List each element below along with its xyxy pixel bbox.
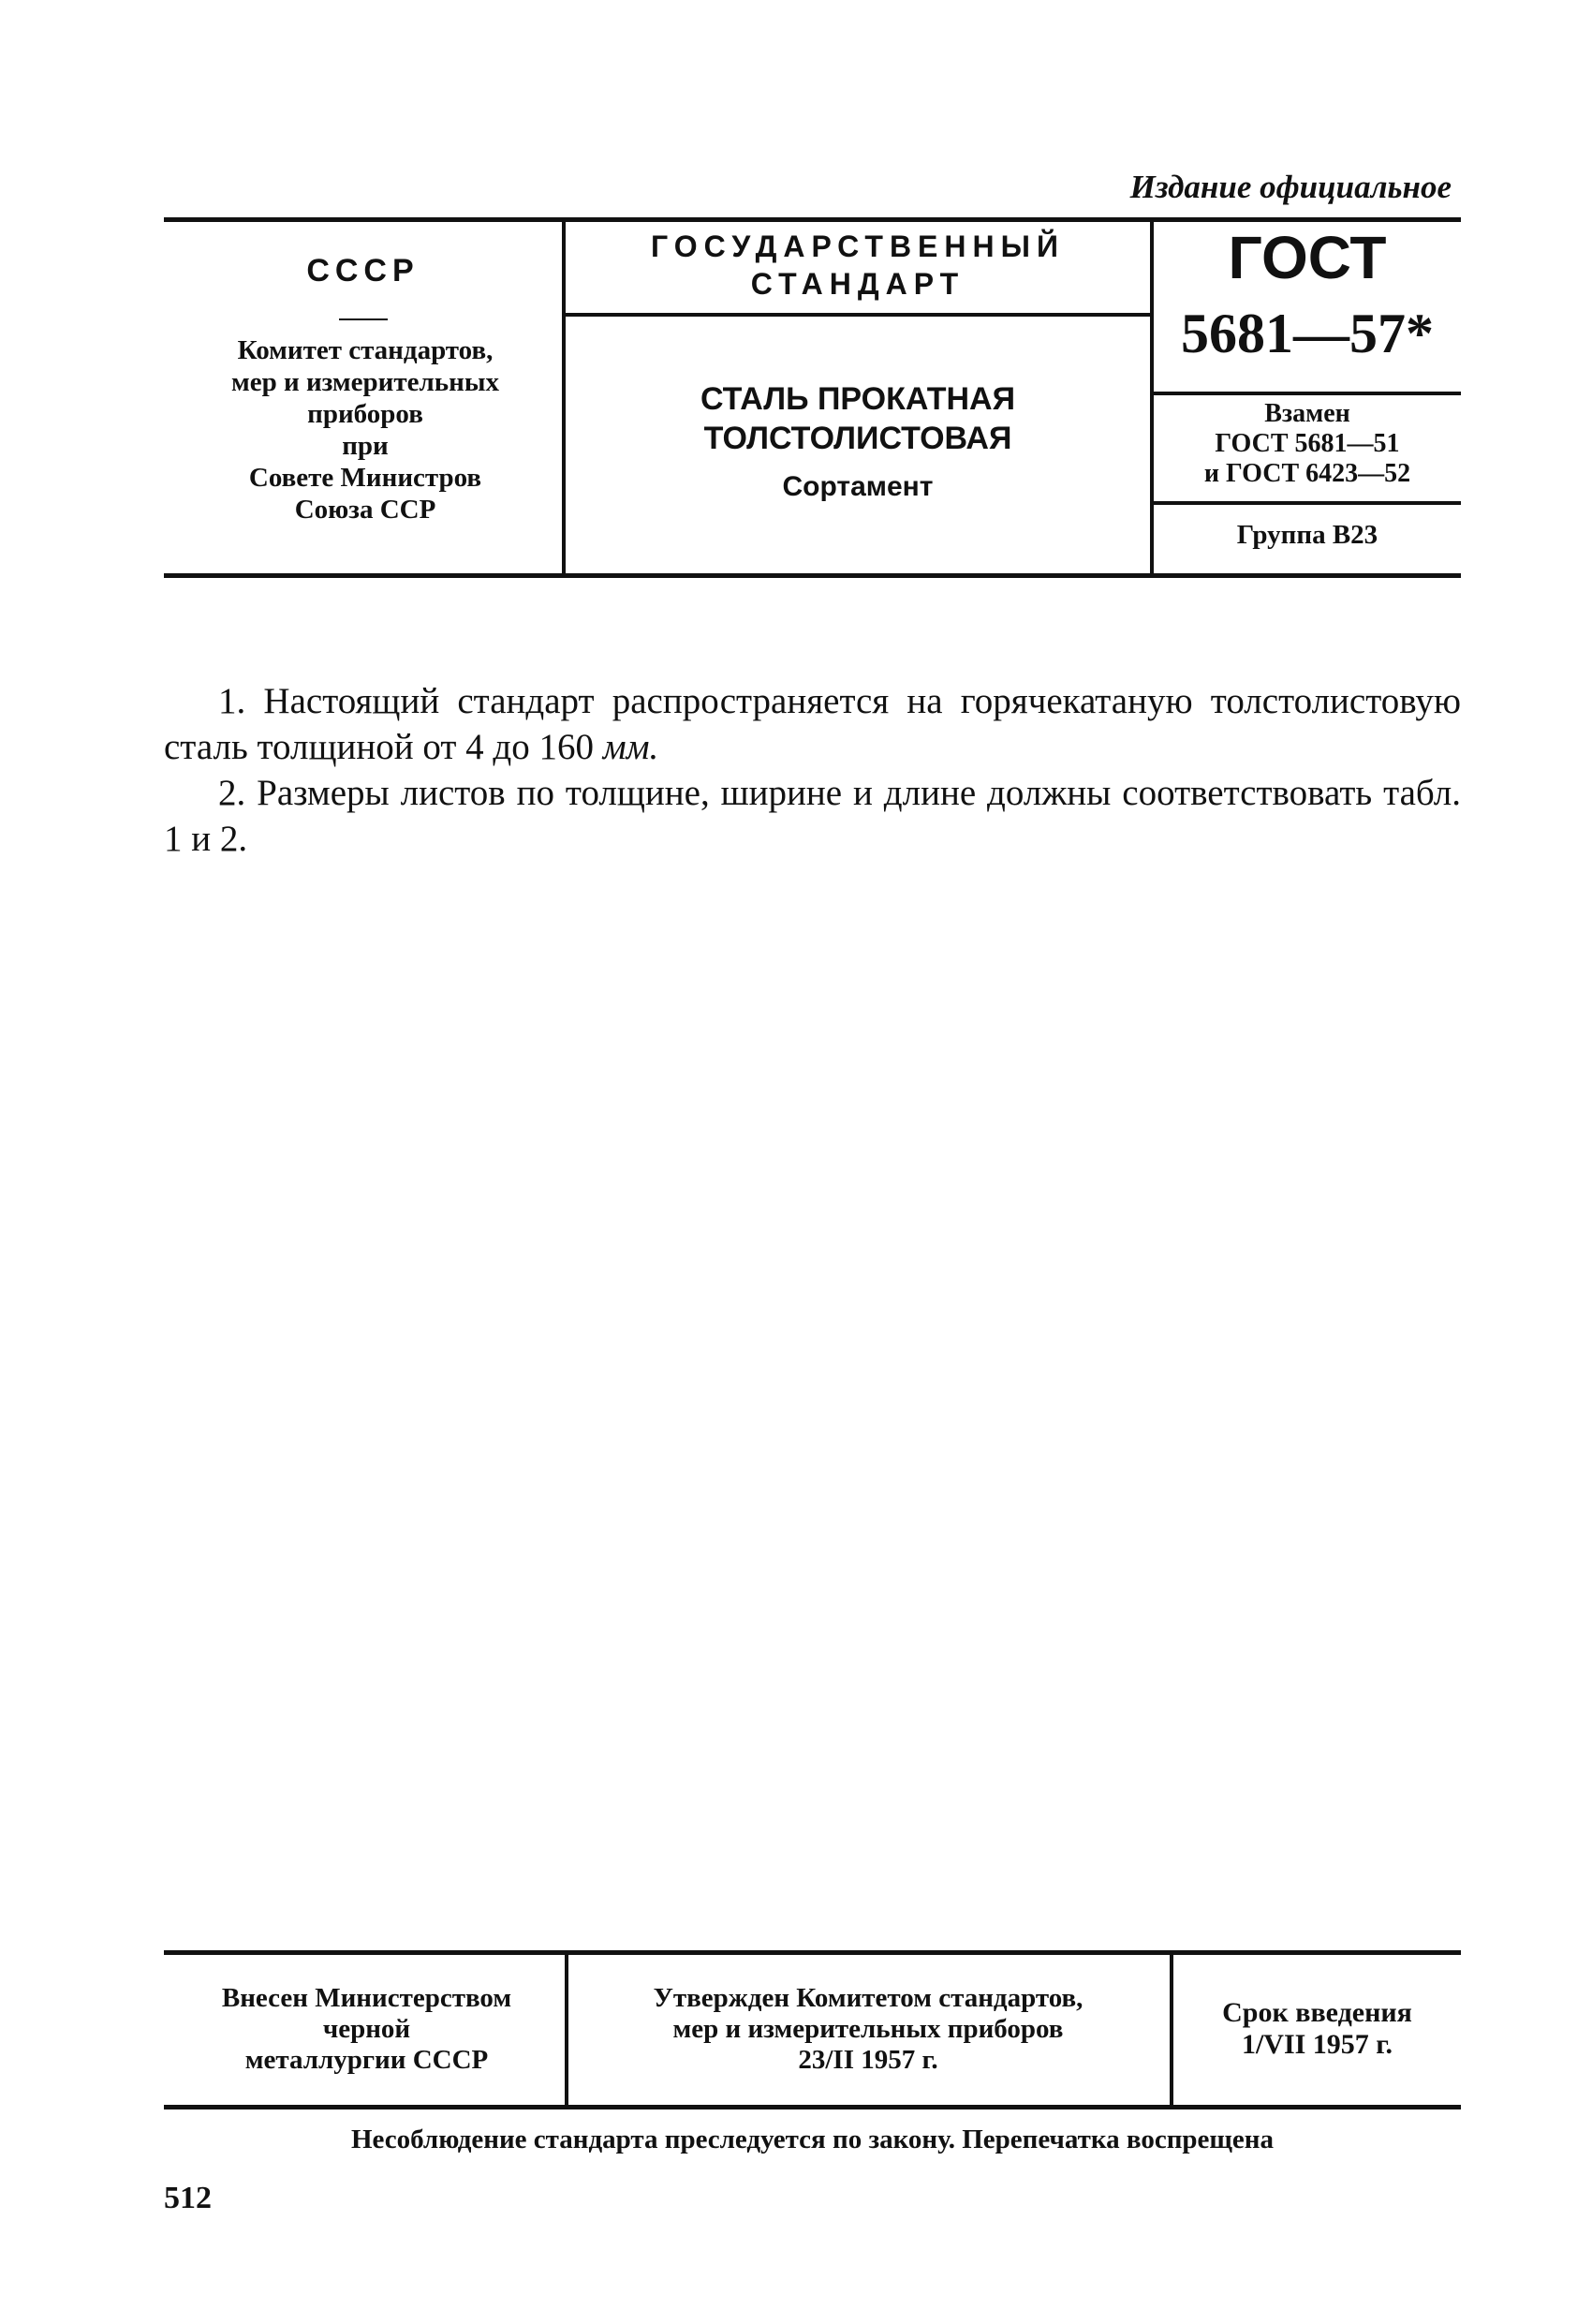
committee-line: Комитет стандартов, <box>237 335 494 365</box>
document-title-line: ТОЛСТОЛИСТОВАЯ <box>703 421 1012 456</box>
effective-line: Срок введения <box>1222 1997 1412 2028</box>
committee-line: при <box>342 431 389 461</box>
committee-line: мер и измерительных <box>231 367 499 397</box>
footer-divider-left <box>565 1954 568 2106</box>
page-number: 512 <box>164 2181 212 2215</box>
state-standard-line: ГОСУДАРСТВЕННЫЙ <box>651 229 1065 263</box>
committee-block <box>178 334 553 525</box>
paragraph-1 <box>164 678 1461 770</box>
paragraph-1-text: 1. Настоящий стандарт распространяется на горячекатаную толстолистовую сталь толщиной от 4 до 160 <box>164 681 1461 767</box>
header-top-rule <box>164 217 1461 222</box>
effective-line: 1/VII 1957 г. <box>1241 2029 1393 2060</box>
edition-note: Издание официальное <box>1129 169 1452 205</box>
introduced-line: черной <box>322 2014 411 2044</box>
group-code: Группа В23 <box>1236 520 1378 550</box>
introduced-line: Внесен Министерством <box>221 1983 512 2013</box>
legal-notice: Несоблюдение стандарта преследуется по закону. Перепечатка воспрещена <box>351 2124 1274 2154</box>
committee-line: приборов <box>307 399 423 429</box>
unit-mm: мм. <box>602 727 659 767</box>
document-subtitle: Сортамент <box>782 471 934 502</box>
approved-line: 23/II 1957 г. <box>798 2045 938 2075</box>
header-middle-rule <box>566 313 1150 317</box>
replaces-line: ГОСТ 5681—51 <box>1215 429 1400 458</box>
approved-line: Утвержден Комитетом стандартов, <box>653 1983 1083 2013</box>
introduced-line: металлургии СССР <box>244 2045 489 2075</box>
footer-bottom-rule <box>164 2105 1461 2109</box>
paragraph-2: 2. Размеры листов по толщине, ширине и длине должны соответствовать табл. 1 и 2. <box>164 773 1461 859</box>
body-text <box>164 678 1461 862</box>
ussr-dash <box>339 318 388 320</box>
footer-top-rule <box>164 1950 1461 1955</box>
gost-label: ГОСТ <box>1228 224 1387 291</box>
approved-by <box>573 1983 1163 2076</box>
introduced-by <box>169 1983 565 2076</box>
committee-line: Совете Министров <box>248 463 482 493</box>
replaces-block <box>1154 399 1461 489</box>
ussr-title: СССР <box>306 253 420 289</box>
state-standard-heading <box>566 228 1150 303</box>
committee-line: Союза ССР <box>294 495 436 525</box>
effective-date <box>1173 1997 1461 2061</box>
document-title <box>566 379 1150 458</box>
header-right-rule-2 <box>1154 501 1461 505</box>
replaces-line: Взамен <box>1264 399 1350 428</box>
header-right-rule-1 <box>1154 392 1461 395</box>
document-title-line: СТАЛЬ ПРОКАТНАЯ <box>700 381 1016 417</box>
state-standard-line: СТАНДАРТ <box>750 267 966 301</box>
replaces-line: и ГОСТ 6423—52 <box>1203 459 1411 488</box>
approved-line: мер и измерительных приборов <box>672 2014 1064 2044</box>
gost-number: 5681—57* <box>1181 303 1434 364</box>
header-bottom-rule <box>164 573 1461 578</box>
